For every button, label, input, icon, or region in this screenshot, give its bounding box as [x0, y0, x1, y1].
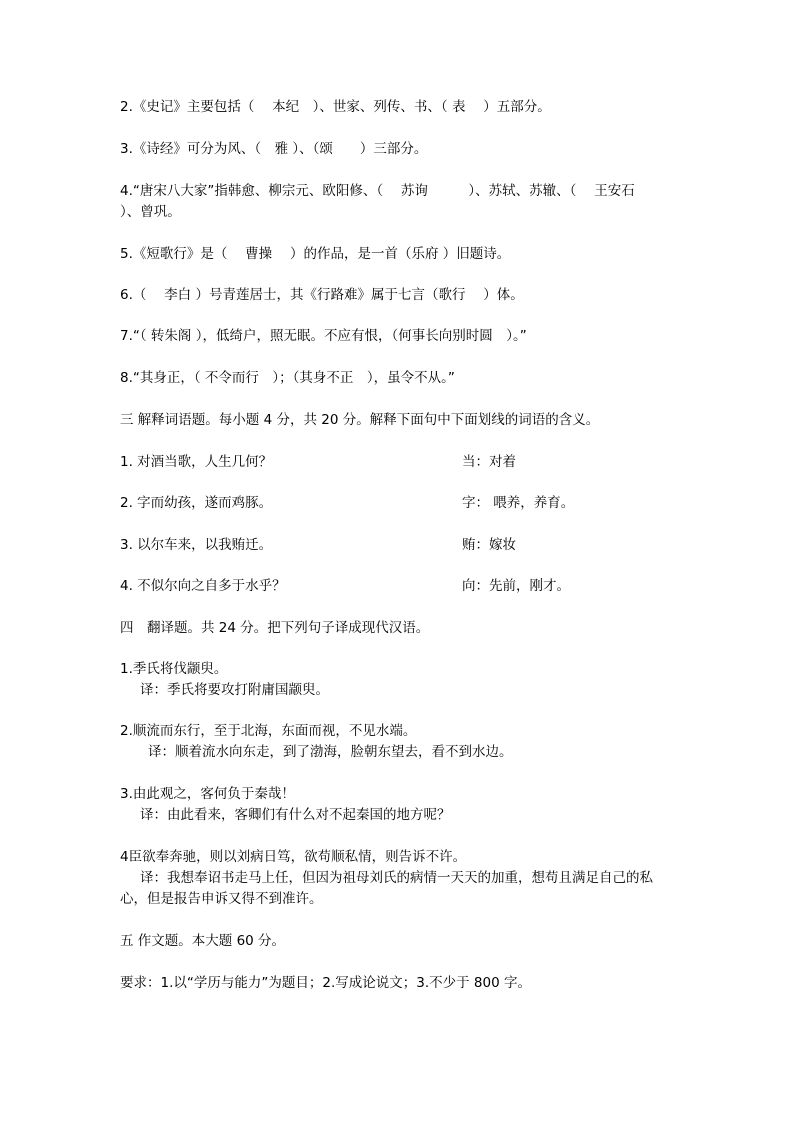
question-7-poem: 7.“（ 转朱阁 ），低绮户，照无眠。不应有恨，（何事长向别时圆 ）。”: [120, 328, 527, 344]
vocab-sentence-1: 1. 对酒当歌，人生几何？: [120, 454, 273, 470]
vocab-sentence-4: 4. 不似尔向之自多于水乎？: [120, 578, 286, 594]
translate-answer-4-line-1: 译：我想奉诏书走马上任，但因为祖母刘氏的病情一天天的加重，想苟且满足自己的私: [140, 870, 653, 886]
translate-source-4: 4臣欲奉奔驰，则以刘病日笃，欲苟顺私情，则告诉不许。: [120, 849, 467, 865]
vocab-answer-3: 贿：嫁妆: [462, 537, 516, 553]
vocab-sentence-2: 2. 字而幼孩，遂而鸡豚。: [120, 495, 273, 511]
question-2-shiji: 2.《史记》主要包括（ 本纪 ）、世家、列传、书、（ 表 ）五部分。: [120, 99, 551, 115]
vocab-answer-4: 向：先前，刚才。: [462, 578, 570, 594]
vocab-answer-2: 字： 喂养，养育。: [462, 495, 575, 511]
section-3-heading: 三 解释词语题。每小题 4 分，共 20 分。解释下面句中下面划线的词语的含义。: [120, 412, 600, 428]
question-3-shijing: 3.《诗经》可分为风、（ 雅 ）、（颂 ）三部分。: [120, 141, 428, 157]
section-4-heading: 四 翻译题。共 24 分。把下列句子译成现代汉语。: [120, 620, 430, 636]
translate-answer-2: 译：顺着流水向东走，到了渤海，脸朝东望去，看不到水边。: [148, 744, 513, 760]
question-6-libai: 6.（ 李白 ）号青莲居士，其《行路难》属于七言（歌行 ）体。: [120, 287, 524, 303]
section-5-heading: 五 作文题。本大题 60 分。: [120, 933, 286, 949]
translate-answer-4-line-2: 心，但是报告申诉又得不到准许。: [120, 891, 323, 907]
question-4-line-1: 4.“唐宋八大家”指韩愈、柳宗元、欧阳修、（ 苏询 ）、苏轼、苏辙、（ 王安石: [120, 183, 635, 199]
vocab-sentence-3: 3. 以尔车来，以我贿迁。: [120, 537, 273, 553]
question-8-analects: 8.“其身正，（ 不令而行 ）；（其身不正 ），虽令不从。”: [120, 370, 455, 386]
translate-source-2: 2.顺流而东行，至于北海，东面而视，不见水端。: [120, 723, 417, 739]
translate-source-1: 1.季氏将伐颛臾。: [120, 661, 228, 677]
essay-requirement: 要求：1.以“学历与能力”为题目；2.写成论说文；3.不少于 800 字。: [120, 975, 531, 991]
translate-source-3: 3.由此观之，客何负于秦哉！: [120, 786, 295, 802]
question-4-line-2: ）、曾巩。: [120, 204, 181, 220]
vocab-answer-1: 当：对着: [462, 454, 516, 470]
translate-answer-1: 译：季氏将要攻打附庸国颛臾。: [140, 682, 329, 698]
question-5-duangexing: 5.《短歌行》是（ 曹操 ）的作品，是一首（乐府 ）旧题诗。: [120, 246, 511, 262]
translate-answer-3: 译：由此看来，客卿们有什么对不起秦国的地方呢？: [140, 807, 451, 823]
